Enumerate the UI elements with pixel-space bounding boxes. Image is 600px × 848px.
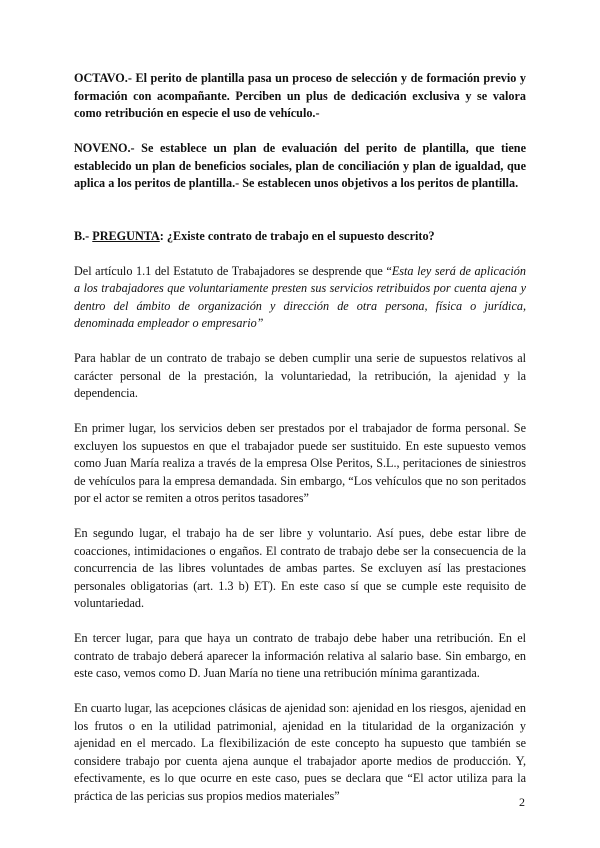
page-number: 2 xyxy=(519,795,525,809)
paragraph-ajenidad: En cuarto lugar, las acepciones clásicas de ajenidad son: ajenidad en los riesgos, ajenidad en los frutos o en la utilidad patrimonial, ajenidad en la titularidad de la organización y ajenidad en el mercado. La flexibilización de este concepto ha supuesto que también se considere trabajo por cuenta ajena aunque el trabajador aporte medios de producción. Y, efectivamente, es lo que ocurre en este caso, pues se declara que “El actor utiliza para la práctica de las pericias sus propios medios materiales” xyxy=(74,701,526,803)
article-quote: Esta ley será de aplicación a los trabajadores que voluntariamente presten sus servicios retribuidos por cuenta ajena y dentro del ámbito de organización y dirección de otra persona, física o jurídica, denominada empleador o empresario” xyxy=(74,263,526,330)
question-heading xyxy=(74,228,526,246)
paragraph-requirements: Para hablar de un contrato de trabajo se deben cumplir una serie de supuestos relativos al carácter personal de la prestación, la voluntariedad, la retribución, la ajenidad y la dependencia. xyxy=(74,351,526,400)
document-body xyxy=(74,70,526,805)
question-text: : ¿Existe contrato de trabajo en el supuesto descrito? xyxy=(159,228,435,243)
octavo-paragraph xyxy=(74,70,526,123)
question-prefix: B.- xyxy=(74,228,93,243)
question-keyword: PREGUNTA xyxy=(92,228,160,243)
noveno-paragraph xyxy=(74,140,526,193)
octavo-label: OCTAVO.- xyxy=(74,71,132,85)
noveno-text: Se establece un plan de evaluación del perito de plantilla, que tiene establecido un plan de beneficios sociales, plan de conciliación y plan de igualdad, que aplica a los peritos de plantilla.- Se establecen unos objetivos a los peritos de plantilla. xyxy=(74,141,526,190)
paragraph-article xyxy=(74,263,526,333)
noveno-label: NOVENO.- xyxy=(74,141,135,155)
paragraph-retribution: En tercer lugar, para que haya un contrato de trabajo debe haber una retribución. En el contrato de trabajo deberá aparecer la información relativa al salario base. Sin embargo, en este caso, vemos como D. Juan María no tiene una retribución mínima garantizada. xyxy=(74,631,526,680)
paragraph-personal: En primer lugar, los servicios deben ser prestados por el trabajador de forma personal. Se excluyen los supuestos en que el trabajador puede ser sustituido. En este supuesto vemos como Juan María realiza a través de la empresa Olse Peritos, S.L., peritaciones de siniestros de vehículos para la empresa demandada. Sin embargo, “Los vehículos que no son peritados por el actor se remiten a otros peritos tasadores” xyxy=(74,421,526,505)
article-intro: Del artículo 1.1 del Estatuto de Trabajadores se desprende que “ xyxy=(74,263,392,278)
paragraph-voluntariness: En segundo lugar, el trabajo ha de ser libre y voluntario. Así pues, debe estar libre de coacciones, intimidaciones o engaños. El contrato de trabajo debe ser la consecuencia de la concurrencia de las libres voluntades de ambas partes. Se excluyen así las prestaciones personales obligatorias (art. 1.3 b) ET). En este caso sí que se cumple este requisito de voluntariedad. xyxy=(74,526,526,610)
octavo-text: El perito de plantilla pasa un proceso de selección y de formación previo y formación con acompañante. Perciben un plus de dedicación exclusiva y se valora como retribución en especie el uso de vehículo.- xyxy=(74,71,526,120)
